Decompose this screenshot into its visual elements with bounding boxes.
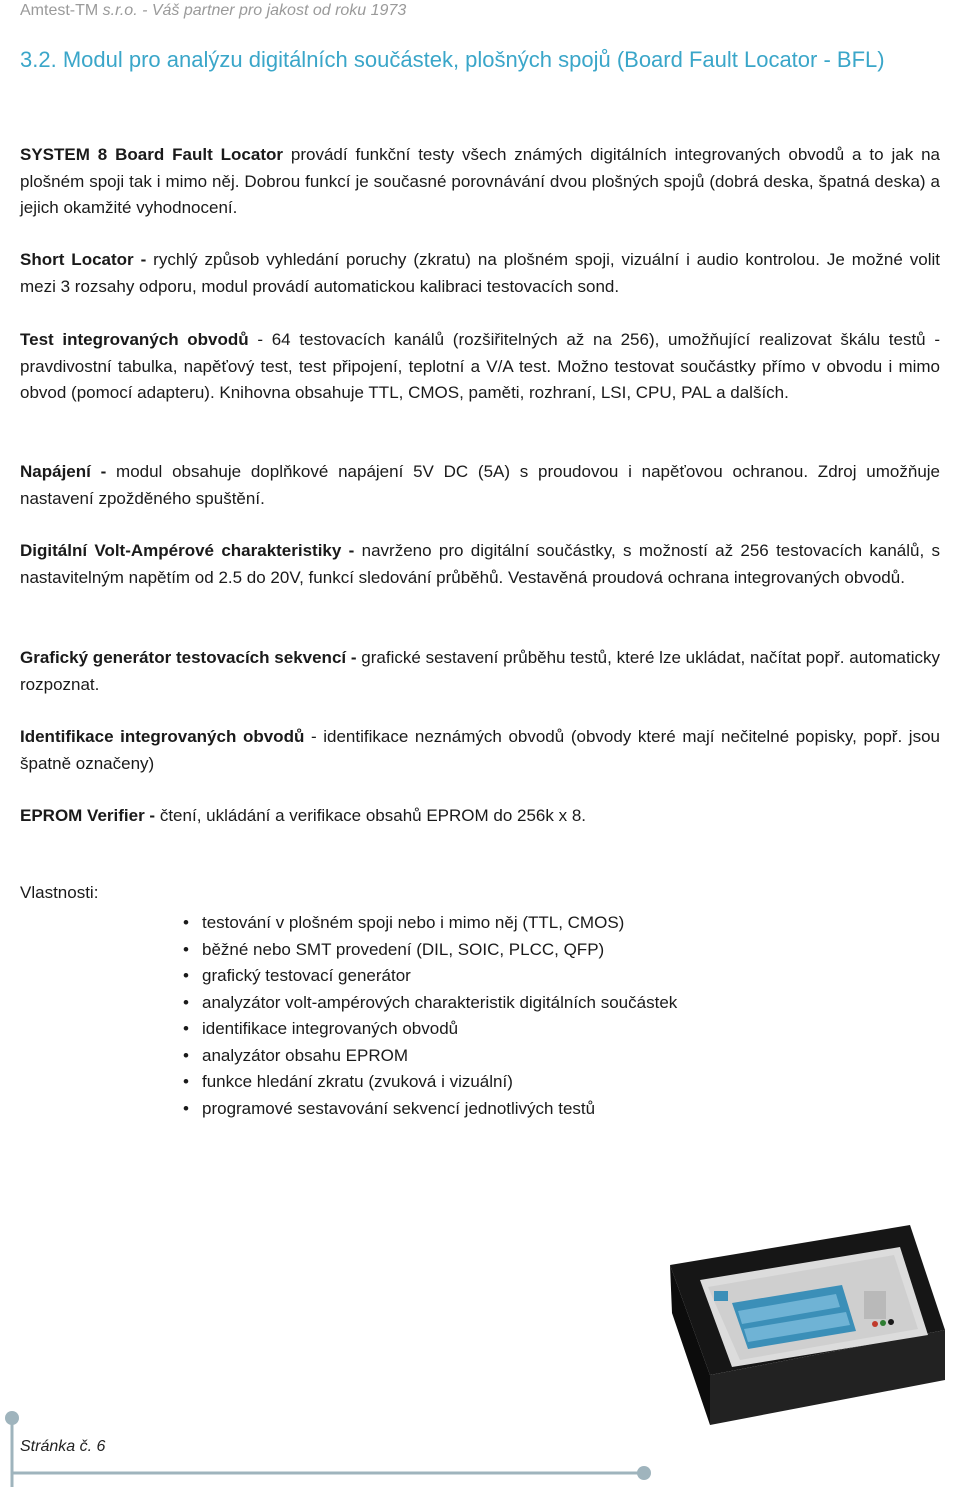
- list-item: • funkce hledání zkratu (zvuková i vizuální): [183, 1069, 677, 1096]
- paragraph-text: - 64 testovacích kanálů (rozšiřitelných až na 256), umožňující realizovat škálu testů - pravdivostní tabulka, napěťový test, test připojení, teplotní a V/A test. Možno testovat součástky přímo v obvodu i mimo obvod (pomocí adapteru). Knihovna obsahuje TTL, CMOS, paměti, rozhraní, LSI, CPU, PAL a dalších.: [20, 330, 940, 402]
- list-item: • analyzátor volt-ampérových charakteristik digitálních součástek: [183, 990, 677, 1017]
- page-number: Stránka č. 6: [20, 1438, 106, 1455]
- paragraph-lead: EPROM Verifier -: [20, 806, 156, 825]
- paragraph-text: navrženo pro digitální součástky, s možností až 256 testovacích kanálů, s nastavitelným napětím od 2.5 do 20V, funkcí sledování průběhů. Vestavěná proudová ochrana integrovaných obvodů.: [20, 541, 940, 587]
- paragraph-text: rychlý způsob vyhledání poruchy (zkratu) na plošném spoji, vizuální i audio kontrolou. Je možné volit mezi 3 rozsahy odporu, modul provádí automatickou kalibraci testovacích sond.: [20, 250, 940, 296]
- features-list: [183, 910, 677, 1122]
- paragraph-text: čtení, ukládání a verifikace obsahů EPROM do 256k x 8.: [155, 806, 587, 825]
- list-item: • běžné nebo SMT provedení (DIL, SOIC, PLCC, QFP): [183, 937, 677, 964]
- paragraph-short-locator: [20, 247, 940, 300]
- page-decoration: [0, 1400, 960, 1487]
- list-item: • testování v plošném spoji nebo i mimo něj (TTL, CMOS): [183, 910, 677, 937]
- paragraph-va: [20, 538, 940, 591]
- paragraph-text: - identifikace neznámých obvodů (obvody které mají nečitelné popisky, popř. jsou špatně označeny): [20, 727, 940, 773]
- paragraph-text: modul obsahuje doplňkové napájení 5V DC (5A) s proudovou i napěťovou ochranou. Zdroj umožňuje nastavení zpožděného spuštění.: [20, 462, 941, 508]
- paragraph-lead: Test integrovaných obvodů: [20, 330, 249, 349]
- section-title: Modul pro analýzu digitálních součástek, plošných spojů (Board Fault Locator - BFL): [62, 47, 885, 72]
- company-tagline: s.r.o. - Váš partner pro jakost od roku 1973: [102, 2, 407, 19]
- paragraph-text: provádí funkční testy všech známých digitálních integrovaných obvodů a to jak na plošném spoji tak i mimo něj. Dobrou funkcí je současné porovnávání dvou plošných spojů (dobrá deska, špatná deska) a jejich okamžité vyhodnocení.: [20, 145, 941, 217]
- page-header: [20, 2, 406, 20]
- paragraph-generator: [20, 645, 940, 698]
- paragraph-bfl: [20, 142, 940, 222]
- paragraph-text: grafické sestavení průběhu testů, které lze ukládat, načítat popř. automaticky rozpoznat.: [20, 648, 940, 694]
- company-name: Amtest-TM: [20, 2, 99, 19]
- section-heading: [20, 45, 950, 75]
- list-item: • identifikace integrovaných obvodů: [183, 1016, 677, 1043]
- paragraph-eprom: [20, 803, 940, 830]
- list-item: • grafický testovací generátor: [183, 963, 677, 990]
- list-item: • programové sestavování sekvencí jednotlivých testů: [183, 1096, 677, 1123]
- paragraph-lead: Digitální Volt-Ampérové charakteristiky -: [20, 541, 355, 560]
- paragraph-lead: Identifikace integrovaných obvodů: [20, 727, 305, 746]
- section-number: 3.2.: [20, 47, 57, 72]
- list-item: • analyzátor obsahu EPROM: [183, 1043, 677, 1070]
- paragraph-power: [20, 459, 940, 512]
- paragraph-lead: Short Locator -: [20, 250, 147, 269]
- paragraph-lead: Grafický generátor testovacích sekvencí -: [20, 648, 357, 667]
- features-title: Vlastnosti:: [20, 883, 99, 902]
- paragraph-identification: [20, 724, 940, 777]
- paragraph-lead: Napájení -: [20, 462, 107, 481]
- paragraph-lead: SYSTEM 8 Board Fault Locator: [20, 145, 283, 164]
- paragraph-ic-test: [20, 327, 940, 407]
